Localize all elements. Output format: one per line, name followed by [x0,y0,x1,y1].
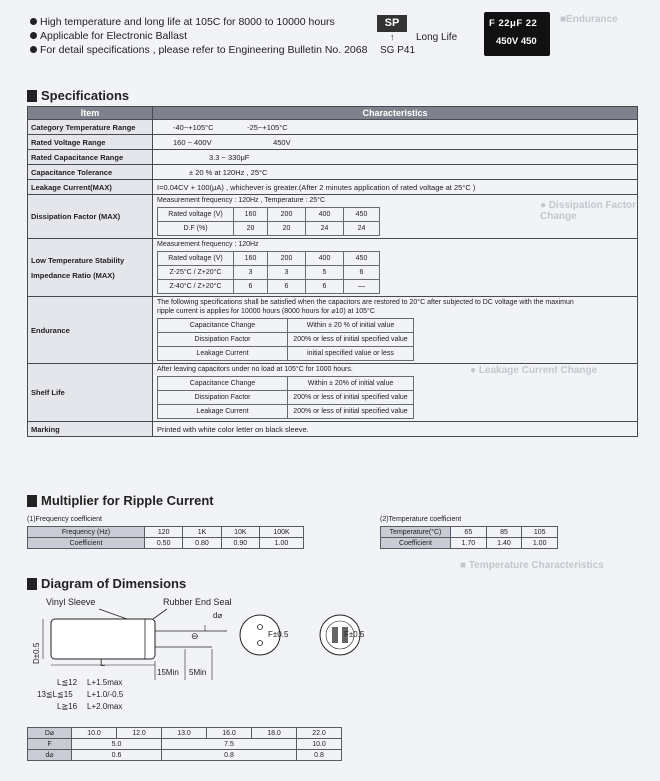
vinyl-sleeve-label: Vinyl Sleeve [46,597,96,607]
col-item-header: Item [28,107,153,120]
row-label: Dissipation Factor (MAX) [28,195,153,239]
cat-temp-values: -40~+105°C -25~+105°C [153,120,638,135]
rated-voltage-values: 160 ~ 400V 450V [153,135,638,150]
row-label: Capacitance Tolerance [28,165,153,180]
ghost-bg: ■ Temperature Characteristics [460,560,604,571]
bullet-dot-icon [30,18,37,25]
series-reference: SG P41 [380,45,416,56]
marking-value: Printed with white color letter on black sleeve. [153,422,638,437]
dimension-table: D⌀ 10.0 12.0 13.0 16.0 18.0 22.0 F 5.0 7.5 10.0 d⌀ 0.6 0.8 0.8 [27,727,342,761]
dissipation-cell: Measurement frequency : 120Hz , Temperature : 25°C Rated voltage (V) 160 200 400 450 D.F (%) 20 20 24 24 [153,195,638,239]
min15-label: 15Min [157,668,179,677]
ghost-bg: ● Leakage Current Change [470,365,598,376]
d-dimension-label: D±0.5 [32,642,41,664]
row-label: Rated Capacitance Range [28,150,153,165]
row-label: Endurance [28,297,153,364]
bullet-item: Applicable for Electronic Ballast [30,29,367,43]
bullet-dot-icon [30,46,37,53]
bullet-item: High temperature and long life at 105C for 8000 to 10000 hours [30,15,367,29]
ghost-bg: ■Endurance [560,14,618,25]
f-label-1: F±0.5 [268,630,289,639]
formula-row: L≦12 L+1.5max [57,678,123,687]
rubber-seal-label: Rubber End Seal [163,597,232,607]
up-arrow-icon: ↑ [390,32,395,42]
freq-coeff-table: Frequency (Hz) 120 1K 10K 100K Coefficient 0.50 0.80 0.90 1.00 [27,526,304,549]
bullet-dot-icon [30,32,37,39]
rated-cap-value: 3.3 ~ 330μF [153,150,638,165]
endurance-table: Capacitance Change Within ± 20 % of initial value Dissipation Factor 200% or less of initial specified value Leakage Current initial specified value or less [157,318,414,361]
series-code-badge: SP [377,15,407,32]
capacitor-photo: F 22μF 22 450V 450 [484,12,550,56]
formula-row: L≧16 L+2.0max [57,702,123,711]
cap-tol-value: ± 20 % at 120Hz , 25°C [153,165,638,180]
bullet-item: For detail specifications , please refer to Engineering Bulletin No. 2068 [30,43,367,57]
ripple-title: Multiplier for Ripple Current [27,493,214,508]
l-label: L [100,658,106,668]
endurance-cell: The following specifications shall be satisfied when the capacitors are restored to 20°C after subjected to DC voltage with the maximun ripple current is applies for 10000 hours (8000 hours for ⌀10) at 105°C Capacitance Change Within ± 20 % of initial value Dissipation Factor 200% or less of initial specified value Leakage Current initial specified value or less [153,297,638,364]
series-feature: Long Life [416,32,458,43]
section-square-icon [27,90,37,102]
row-label: Category Temperature Range [28,120,153,135]
dissipation-table: Rated voltage (V) 160 200 400 450 D.F (%) 20 20 24 24 [157,207,380,236]
capacitor-diagram [27,605,387,680]
header-bullets [30,15,367,57]
min5-label: 5Min [189,668,207,677]
low-temp-cell: Measurement frequency : 120Hz Rated voltage (V) 160 200 400 450 Z-25°C / Z+20°C 3 3 5 6 Z-40°C / Z+20°C 6 6 6 — [153,239,638,297]
row-label: Rated Voltage Range [28,135,153,150]
low-temp-table: Rated voltage (V) 160 200 400 450 Z-25°C / Z+20°C 3 3 5 6 Z-40°C / Z+20°C 6 6 6 — [157,251,380,294]
row-label: Low Temperature Stability Impedance Ratio (MAX) [28,239,153,297]
section-square-icon [27,495,37,507]
dimensions-title: Diagram of Dimensions [27,576,186,591]
row-label: Shelf Life [28,364,153,422]
row-label: Leakage Current(MAX) [28,180,153,195]
shelf-cell: After leaving capacitors under no load at 105°C for 1000 hours. Capacitance Change Within ± 20% of initial value Dissipation Factor 200% or less of initial specified value Leakage Current 200% or less of initial specified value [153,364,638,422]
ghost-bg: ● Dissipation Factor Change [540,200,637,222]
formula-row: 13≦L≦15 L+1.0/-0.5 [37,690,124,699]
f-label-2: F±0.5 [344,630,365,639]
minus-polarity-icon: ⊖ [191,631,199,641]
freq-caption: (1)Frequency coefficient [27,516,102,523]
specifications-table [27,106,638,437]
specifications-title: Specifications [27,88,129,103]
row-label: Marking [28,422,153,437]
leakage-value: I=0.04CV + 100(μA) , whichever is greater.(After 2 minutes application of rated voltage at 25°C ) [153,180,638,195]
col-char-header: Characteristics [153,107,638,120]
small-d-label: d⌀ [213,611,223,620]
temp-caption: (2)Temperature coefficient [380,516,462,523]
temp-coeff-table: Temperature(°C) 65 85 105 Coefficient 1.70 1.40 1.00 [380,526,558,549]
shelf-table: Capacitance Change Within ± 20% of initial value Dissipation Factor 200% or less of initial specified value Leakage Current 200% or less of initial specified value [157,376,414,419]
section-square-icon [27,578,37,590]
